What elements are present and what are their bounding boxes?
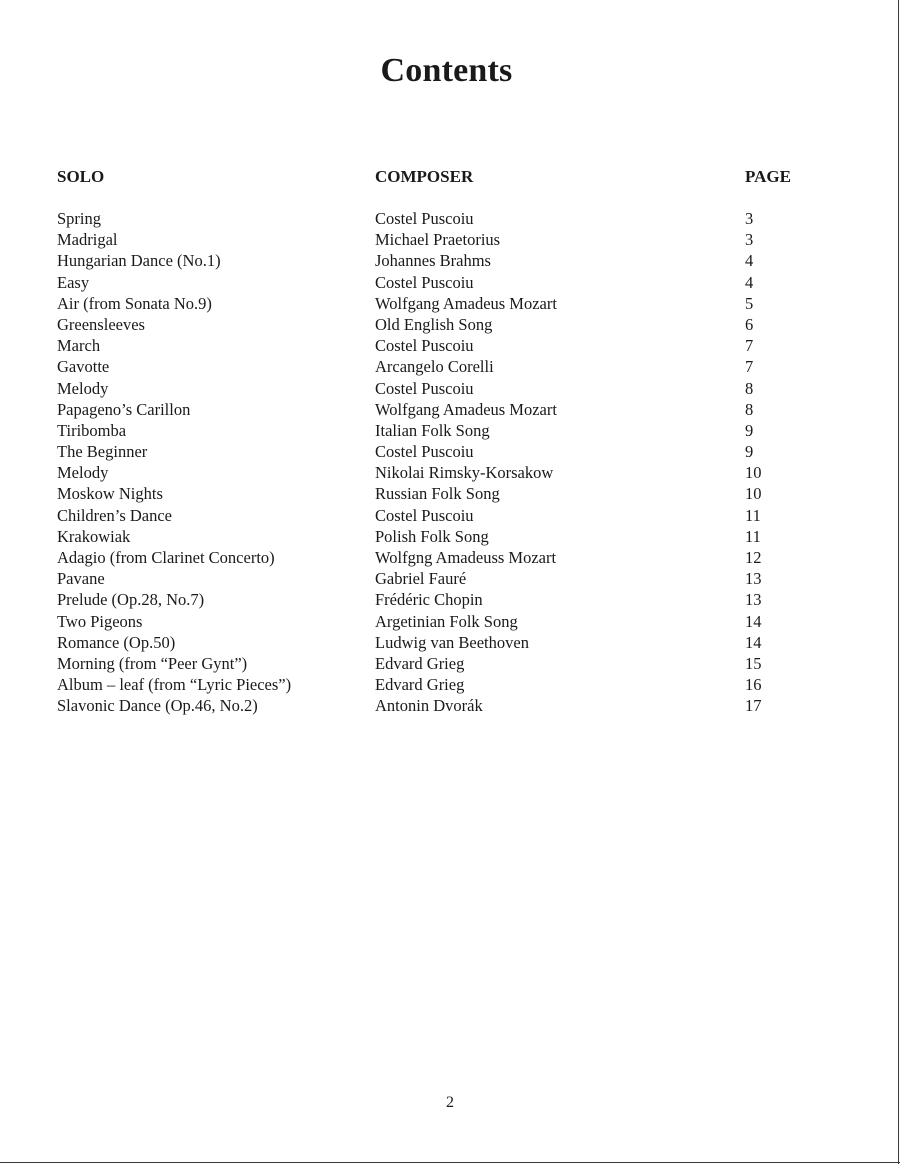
entry-solo-title: Adagio (from Clarinet Concerto) (57, 548, 275, 567)
entry-solo-title: Melody (57, 463, 109, 483)
contents-entry (0, 229, 900, 250)
contents-entry (0, 335, 900, 356)
entry-composer: Costel Puscoiu (375, 505, 474, 525)
entry-solo-title: Prelude (Op.28, No.7) (57, 590, 205, 610)
entry-page-number: 9 (745, 420, 754, 440)
entry-page-number: 8 (745, 378, 754, 398)
contents-entry (0, 589, 900, 610)
entry-page-number: 15 (745, 653, 762, 673)
entry-composer: Costel Puscoiu (375, 378, 474, 398)
entry-composer: Italian Folk Song (375, 420, 490, 440)
entry-composer: Arcangelo Corelli (375, 357, 494, 377)
entry-page-number: 9 (745, 442, 754, 462)
entry-solo-title: Slavonic Dance (Op.46, No.2) (57, 696, 258, 716)
entry-solo-title: Spring (57, 209, 102, 228)
header-page: PAGE (745, 167, 791, 186)
entry-composer: Costel Puscoiu (375, 272, 474, 292)
contents-entry (0, 653, 900, 674)
entry-solo-title: Morning (from “Peer Gynt”) (57, 653, 248, 673)
entry-composer: Costel Puscoiu (375, 209, 474, 228)
contents-entry (0, 611, 900, 632)
entry-page-number: 6 (745, 314, 754, 334)
page-border-bottom (0, 1162, 900, 1163)
entry-solo-title: Album – leaf (from “Lyric Pieces”) (57, 675, 292, 695)
entry-page-number: 13 (745, 590, 762, 610)
contents-entry (0, 293, 900, 314)
contents-entry (0, 208, 900, 229)
contents-entry (0, 632, 900, 653)
contents-list (0, 208, 900, 717)
entry-solo-title: Melody (57, 378, 109, 398)
entry-page-number: 8 (745, 399, 754, 419)
entry-solo-title: Hungarian Dance (No.1) (57, 251, 221, 271)
contents-entry (0, 674, 900, 695)
entry-composer: Argetinian Folk Song (375, 611, 518, 631)
contents-entry (0, 420, 900, 441)
entry-page-number: 10 (745, 484, 762, 504)
entry-page-number: 13 (745, 569, 762, 589)
contents-entry (0, 272, 900, 293)
entry-page-number: 17 (745, 696, 762, 716)
entry-composer: Frédéric Chopin (375, 590, 483, 610)
contents-entry (0, 483, 900, 504)
contents-entry (0, 399, 900, 420)
entry-composer: Michael Praetorius (375, 230, 501, 250)
entry-solo-title: Papageno’s Carillon (57, 399, 191, 419)
entry-composer: Johannes Brahms (375, 251, 491, 271)
entry-solo-title: Moskow Nights (57, 484, 163, 504)
entry-solo-title: Children’s Dance (57, 505, 173, 525)
contents-entry (0, 314, 900, 335)
contents-entry (0, 462, 900, 483)
entry-composer: Nikolai Rimsky-Korsakow (375, 463, 554, 483)
entry-page-number: 7 (745, 336, 754, 356)
entry-page-number: 7 (745, 357, 754, 377)
entry-solo-title: Tiribomba (57, 420, 127, 440)
contents-entry (0, 505, 900, 526)
footer-page-number: 2 (446, 1094, 454, 1111)
contents-entry (0, 695, 900, 716)
entry-solo-title: March (57, 336, 101, 356)
entry-page-number: 16 (745, 675, 762, 695)
page-title: Contents (380, 52, 513, 89)
entry-composer: Russian Folk Song (375, 484, 500, 504)
entry-solo-title: Madrigal (57, 230, 118, 250)
header-composer: COMPOSER (375, 167, 474, 186)
entry-composer: Ludwig van Beethoven (375, 632, 529, 652)
entry-composer: Edvard Grieg (375, 653, 465, 673)
entry-composer: Wolfgang Amadeus Mozart (375, 399, 557, 419)
entry-composer: Wolfgng Amadeuss Mozart (375, 548, 557, 567)
entry-page-number: 5 (745, 293, 754, 313)
column-header-row (0, 167, 900, 189)
entry-page-number: 14 (745, 632, 762, 652)
contents-entry (0, 356, 900, 377)
contents-entry (0, 378, 900, 399)
entry-page-number: 12 (745, 548, 762, 567)
entry-solo-title: Pavane (57, 569, 105, 589)
entry-page-number: 14 (745, 611, 762, 631)
contents-entry (0, 441, 900, 462)
entry-composer: Costel Puscoiu (375, 336, 474, 356)
entry-composer: Costel Puscoiu (375, 442, 474, 462)
entry-composer: Edvard Grieg (375, 675, 465, 695)
entry-page-number: 3 (745, 209, 754, 228)
entry-solo-title: The Beginner (57, 442, 148, 462)
contents-entry (0, 250, 900, 271)
entry-page-number: 4 (745, 272, 754, 292)
entry-solo-title: Romance (Op.50) (57, 632, 176, 652)
entry-page-number: 3 (745, 230, 754, 250)
entry-solo-title: Easy (57, 272, 90, 292)
entry-solo-title: Krakowiak (57, 526, 131, 546)
header-solo: SOLO (57, 167, 105, 186)
contents-entry (0, 568, 900, 589)
entry-composer: Polish Folk Song (375, 526, 489, 546)
entry-solo-title: Two Pigeons (57, 611, 143, 631)
contents-entry (0, 547, 900, 568)
entry-solo-title: Greensleeves (57, 314, 145, 334)
entry-page-number: 4 (745, 251, 754, 271)
entry-page-number: 11 (745, 526, 761, 546)
entry-composer: Old English Song (375, 314, 493, 334)
entry-solo-title: Gavotte (57, 357, 110, 377)
entry-page-number: 11 (745, 505, 761, 525)
entry-composer: Wolfgang Amadeus Mozart (375, 293, 557, 313)
entry-composer: Antonin Dvorák (375, 696, 483, 716)
entry-composer: Gabriel Fauré (375, 569, 467, 589)
entry-solo-title: Air (from Sonata No.9) (57, 293, 212, 313)
entry-page-number: 10 (745, 463, 762, 483)
contents-entry (0, 526, 900, 547)
